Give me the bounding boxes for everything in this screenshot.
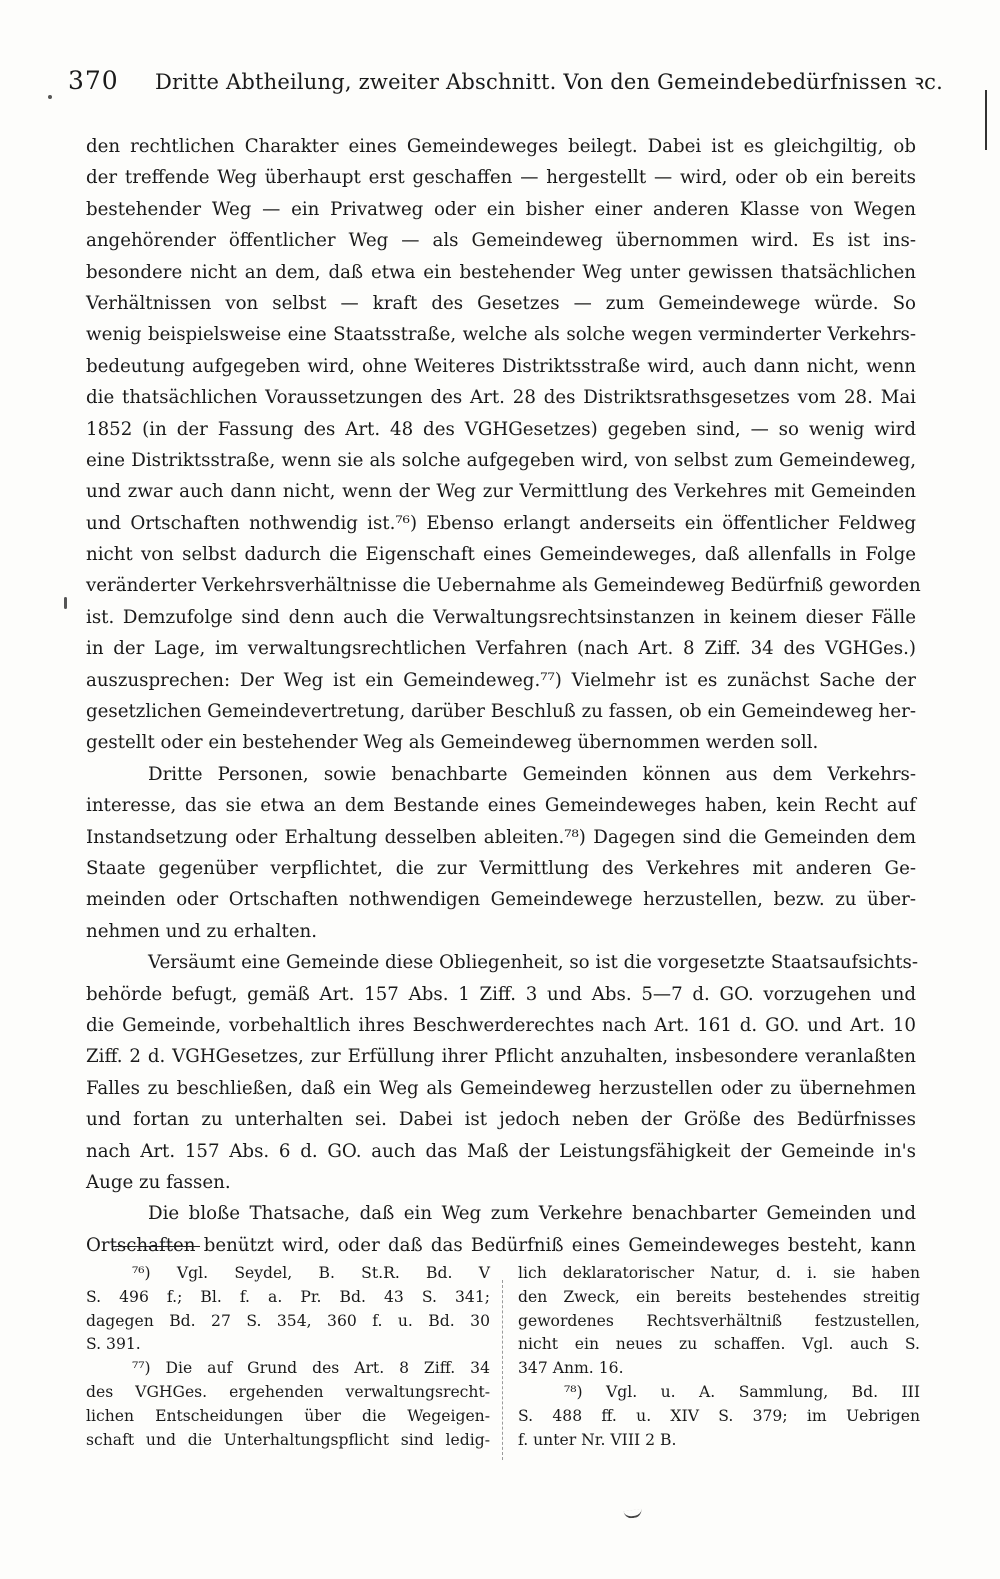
text-line: gesetzlichen Gemeindevertretung, darüber Beschluß zu fassen, ob ein Gemeindeweg her-: [86, 701, 916, 723]
footnote-line: S. 488 ff. u. XIV S. 379; im Uebrigen: [518, 1406, 920, 1425]
page-edge-mark: [985, 90, 987, 150]
footnote-rule: [112, 1246, 200, 1247]
text-line: behörde befugt, gemäß Art. 157 Abs. 1 Ziff. 3 und Abs. 5—7 d. GO. vorzugehen und: [86, 983, 916, 1005]
text-line: der treffende Weg überhaupt erst geschaffen — hergestellt — wird, oder ob ein bereits: [86, 167, 916, 189]
footnote-77: ⁷⁷) Die auf Grund des Art. 8 Ziff. 34: [132, 1359, 490, 1378]
text-line: 1852 (in der Fassung des Art. 48 des VGHGesetzes) gegeben sind, — so wenig wird: [86, 418, 916, 440]
footnote-line: 347 Anm. 16.: [518, 1359, 624, 1378]
footnote-line: schaft und die Unterhaltungspflicht sind ledig-: [86, 1430, 490, 1449]
paragraph-end-line: gestellt oder ein bestehender Weg als Gemeindeweg übernommen werden soll.: [86, 732, 819, 754]
margin-speck: [48, 95, 52, 99]
footnote-line: S. 496 f.; Bl. f. a. Pr. Bd. 43 S. 341;: [86, 1287, 490, 1306]
text-line: den rechtlichen Charakter eines Gemeindeweges beilegt. Dabei ist es gleichgiltig, ob: [86, 136, 916, 157]
paragraph-start-line: Versäumt eine Gemeinde diese Obliegenheit, so ist die vorgesetzte Staatsaufsichts-: [148, 952, 919, 974]
column-divider: [502, 1280, 503, 1460]
text-line: veränderter Verkehrsverhältnisse die Uebernahme als Gemeindeweg Bedürfniß geworden: [86, 575, 921, 597]
paragraph-start-line: Dritte Personen, sowie benachbarte Gemeinden können aus dem Verkehrs-: [148, 763, 916, 785]
footnote-78: ⁷⁸) Vgl. u. A. Sammlung, Bd. III: [564, 1382, 920, 1401]
main-text: [86, 131, 921, 1261]
paragraph-end-line: Auge zu fassen.: [86, 1171, 231, 1193]
text-line: wenig beispielsweise eine Staatsstraße, welche als solche wegen verminderter Verkehrs-: [86, 324, 916, 346]
footnote-line: gewordenes Rechtsverhältniß festzustellen,: [518, 1311, 920, 1330]
text-line: ist. Demzufolge sind denn auch die Verwaltungsrechtsinstanzen in keinem dieser Fälle: [86, 606, 916, 628]
text-line: angehörender öffentlicher Weg — als Gemeindeweg übernommen wird. Es ist ins-: [86, 230, 916, 252]
footnote-line: S. 391.: [86, 1335, 141, 1354]
text-line: besondere nicht an dem, daß etwa ein bestehender Weg unter gewissen thatsächlichen: [86, 261, 916, 283]
text-line: auszusprechen: Der Weg ist ein Gemeindeweg.⁷⁷) Vielmehr ist es zunächst Sache der: [86, 669, 916, 691]
text-line: Ortschaften benützt wird, oder daß das Bedürfniß eines Gemeindeweges besteht, kann: [86, 1234, 916, 1256]
running-title: Dritte Abtheilung, zweiter Abschnitt. Von den Gemeindebedürfnissen ꝛc.: [155, 70, 944, 94]
ink-mark: [624, 1509, 643, 1519]
text-line: Verhältnissen von selbst — kraft des Gesetzes — zum Gemeindewege würde. So: [86, 292, 916, 314]
text-line: eine Distriktsstraße, wenn sie als solche aufgegeben wird, von selbst zum Gemeindeweg,: [86, 449, 916, 471]
footnote-line: den Zweck, ein bereits bestehendes streitig: [518, 1287, 920, 1306]
footnote-line: lichen Entscheidungen über die Wegeigen-: [86, 1406, 490, 1425]
footnotes-right-column: [518, 1262, 920, 1452]
footnotes-left-column: [86, 1262, 490, 1452]
text-line: Falles zu beschließen, daß ein Weg als Gemeindeweg herzustellen oder zu übernehmen: [86, 1077, 916, 1099]
text-line: die thatsächlichen Voraussetzungen des Art. 28 des Distriktsrathsgesetzes vom 28. Mai: [86, 387, 916, 409]
text-line: Ziff. 2 d. VGHGesetzes, zur Erfüllung ihrer Pflicht anzuhalten, insbesondere veranlaßten: [86, 1046, 916, 1068]
page-header: [68, 66, 944, 98]
text-line: Staate gegenüber verpflichtet, die zur Vermittlung des Verkehres mit anderen Ge-: [86, 857, 916, 879]
footnote-line: des VGHGes. ergehenden verwaltungsrecht-: [86, 1382, 490, 1401]
text-line: und Ortschaften nothwendig ist.⁷⁶) Ebenso erlangt anderseits ein öffentlicher Feldweg: [86, 512, 916, 534]
text-line: nicht von selbst dadurch die Eigenschaft eines Gemeindeweges, daß allenfalls in Folge: [86, 544, 916, 566]
footnote-line: lich deklaratorischer Natur, d. i. sie haben: [518, 1264, 920, 1282]
footnote-line: f. unter Nr. VIII 2 B.: [518, 1430, 677, 1449]
text-line: in der Lage, im verwaltungsrechtlichen Verfahren (nach Art. 8 Ziff. 34 des VGHGes.): [86, 638, 916, 660]
text-line: bestehender Weg — ein Privatweg oder ein bisher einer anderen Klasse von Wegen: [86, 198, 916, 220]
text-line: und zwar auch dann nicht, wenn der Weg zur Vermittlung des Verkehres mit Gemeinden: [86, 481, 916, 503]
text-line: interesse, das sie etwa an dem Bestande eines Gemeindeweges haben, kein Recht auf: [86, 795, 916, 817]
text-line: und fortan zu unterhalten sei. Dabei ist jedoch neben der Größe des Bedürfnisses: [86, 1109, 916, 1131]
text-line: die Gemeinde, vorbehaltlich ihres Beschwerderechtes nach Art. 161 d. GO. und Art. 10: [86, 1014, 916, 1036]
footnote-line: nicht ein neues zu schaffen. Vgl. auch S.: [518, 1335, 920, 1354]
text-line: Instandsetzung oder Erhaltung desselben ableiten.⁷⁸) Dagegen sind die Gemeinden dem: [86, 826, 916, 848]
paragraph-start-line: Die bloße Thatsache, daß ein Weg zum Verkehre benachbarter Gemeinden und: [148, 1203, 916, 1225]
margin-speck: [64, 597, 67, 609]
text-line: bedeutung aufgegeben wird, ohne Weiteres Distriktsstraße wird, auch dann nicht, wenn: [86, 355, 916, 377]
text-line: nach Art. 157 Abs. 6 d. GO. auch das Maß der Leistungsfähigkeit der Gemeinde in's: [86, 1140, 916, 1162]
paragraph-end-line: nehmen und zu erhalten.: [86, 920, 318, 942]
footnote-line: dagegen Bd. 27 S. 354, 360 f. u. Bd. 30: [86, 1311, 490, 1330]
text-line: meinden oder Ortschaften nothwendigen Gemeindewege herzustellen, bezw. zu über-: [86, 889, 916, 911]
page-number: 370: [68, 66, 119, 95]
footnote-76: ⁷⁶) Vgl. Seydel, B. St.R. Bd. V: [132, 1264, 490, 1282]
